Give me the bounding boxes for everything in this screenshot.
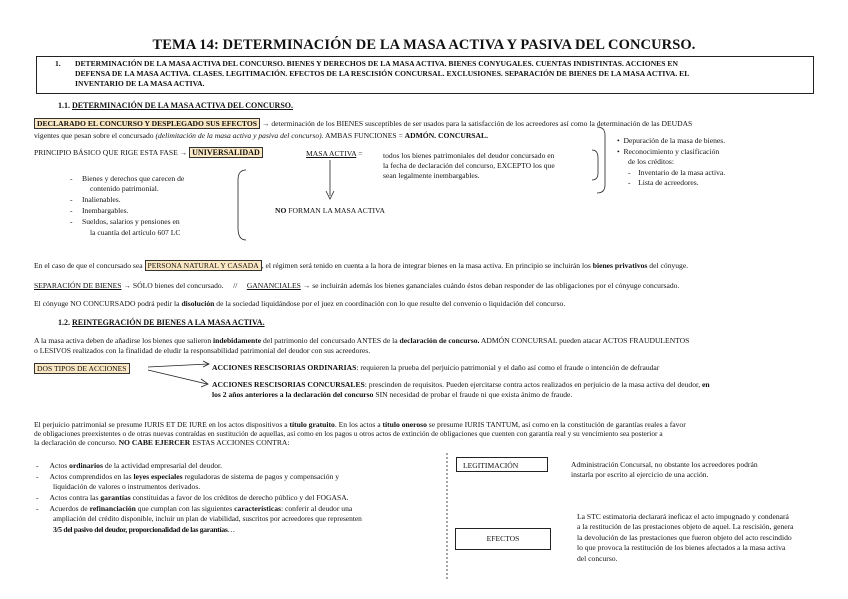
gananciales-label: GANANCIALES [246,281,301,290]
persona-bold: bienes privativos [592,261,648,270]
masa-def-2: la fecha de declaración del concurso, EXCEPTO los que [383,161,555,170]
concursales-line2-rest: SIN necesidad de probar el fraude ni que exista ánimo de fraude. [375,390,573,399]
universalidad-box: UNIVERSALIDAD [189,147,263,158]
persona-c: del cónyuge. [649,261,689,270]
p1-bold2: declaración de concurso. [399,336,480,345]
principio-text: PRINCIPIO BÁSICO QUE RIGE ESTA FASE → [34,148,188,157]
right-sub-1: - Inventario de la masa activa. [628,168,726,177]
efectos-box: EFECTOS [455,528,551,550]
tipos-text: DOS TIPOS DE ACCIONES [34,363,130,374]
legitimacion-text-1: Administración Concursal, no obstante los acreedores podrán [571,460,758,469]
i1-b: de la actividad empresarial del deudor. [104,461,223,470]
right-bullet-2-text: Reconocimiento y clasificación [623,147,720,156]
excl-3-text: Inembargables. [82,206,129,215]
concursales-bold: ACCIONES RESCISORIAS CONCURSALES [212,380,365,389]
p1-c: ADMÓN CONCURSAL pueden atacar ACTOS FRAUDULENTOS [480,336,690,345]
gananciales-text: → se incluirán además los bienes gananciales cuándo éstos deban responder de las obligaciones por el cónyuge concursado. [302,281,680,290]
separator-slashes: // [233,281,238,290]
i2-b: reguladoras de sistema de pagos y compensación y [184,472,340,481]
no-rest: FORMAN LA MASA ACTIVA [288,206,385,215]
ordinarias-rest: : requieren la prueba del perjuicio patrimonial y el daño así como el fraude o intención de defraudar [356,363,660,372]
efectos-text-5: del concurso. [577,554,618,563]
i1-a: Actos [49,461,68,470]
declared-box: DECLARADO EL CONCURSO Y DESPLEGADO SUS EFECTOS [34,118,260,129]
excl-2-text: Inalienables. [82,195,121,204]
excl-4-text: Sueldos, salarios y pensiones en [82,217,180,226]
concursales-bold2: en [702,380,710,389]
i4-c: : conferir al deudor una [280,504,353,513]
ordinarias-bold: ACCIONES RESCISORIAS ORDINARIAS [212,363,357,372]
perj1-a: El perjuicio patrimonial se presume IURIS ET DE IURE en los actos dispositivos a [34,420,288,429]
arrow-ordinarias [148,364,208,367]
arrow-concursales [148,370,207,384]
vigentes-italic: (delimitación de la masa activa y pasiva del concurso). [155,131,324,140]
index-line-3: INVENTARIO DE LA MASA ACTIVA. [75,79,205,88]
right-bullet-2b: de los créditos: [628,157,674,166]
i3-bold: garantías [100,493,131,502]
excluded-item-2: - Actos comprendidos en las leyes especiales reguladoras de sistema de pagos y compensación y [36,472,340,481]
excluded-item-4b: ampliación del crédito disponible, incluir un plan de viabilidad, suscritos por acreedores que representen [53,514,362,523]
i4-b: que cumplan con las siguientes [137,504,233,513]
perj1-bold: título gratuito [289,420,335,429]
no-bold: NO [275,206,287,215]
excl-3: - Inembargables. [70,206,129,215]
vigentes-text: vigentes que pesan sobre el concursado [34,131,154,140]
i3-b: constituidas a favor de los créditos de derecho público y del FOGASA. [132,493,349,502]
ambas-text: AMBAS FUNCIONES = [325,131,403,140]
right-sub-2: - Lista de acreedores. [628,178,699,187]
excluded-item-4: - Acuerdos de refinanciación que cumplan con las siguientes características: conferir al deudor una [36,504,353,513]
efectos-text-4: lo que provoca la restitución de los bienes afectados a la masa activa [577,543,786,552]
i4-line3-rest: … [227,525,236,534]
i2-a: Actos comprendidos en las [49,472,132,481]
excl-1-text: Bienes y derechos que carecen de [82,174,185,183]
p1-a: A la masa activa deben de añadirse los bienes que salieron [34,336,212,345]
right-bullet-1-text: Depuración de la masa de bienes. [623,136,726,145]
ambas-bold: ADMÓN. CONCURSAL. [404,131,488,140]
perj1-bold2: título oneroso [382,420,427,429]
excl-2: - Inalienables. [70,195,121,204]
right-bullet-2: • Reconocimiento y clasificación [617,147,720,156]
perj1-c: se presume IURIS TANTUM, así como en la constitución de garantías reales a favor [428,420,686,429]
perj3-b: ESTAS ACCIONES CONTRA: [192,438,290,447]
index-line-2: DEFENSA DE LA MASA ACTIVA. CLASES. LEGITIMACIÓN. EFECTOS DE LA RESCISIÓN CONCURSAL. EXCLUSIONES. SEPARACIÓN DE BIENES DE LA MASA ACTIVA. EL [75,69,690,78]
efectos-text-2: a la restitución de las prestaciones objeto de aquel. La rescisión, genera [577,522,794,531]
declared-rest: → determinación de los BIENES susceptibles de ser usados para la satisfacción de los acreedores así como la determinación de las DEUDAS [261,119,693,128]
separacion-label: SEPARACIÓN DE BIENES [34,281,122,290]
excluded-item-2b: liquidación de valores o instrumentos derivados. [53,482,201,491]
section-title: DETERMINACIÓN DE LA MASA ACTIVA DEL CONCURSO. [72,101,294,110]
masa-def-1: todos los bienes patrimoniales del deudor concursado en [383,151,555,160]
persona-box: PERSONA NATURAL Y CASADA [145,260,262,271]
index-line-1: DETERMINACIÓN DE LA MASA ACTIVA DEL CONCURSO. BIENES Y DERECHOS DE LA MASA ACTIVA. BIENES CONYUGALES. CUENTAS INDISTINTAS. ACCIONES EN [75,59,678,68]
i4-line3-bold: 3/5 del pasivo del deudor, proporcionalidad de las garantías [53,525,228,534]
p1-bold: indebidamente [213,336,262,345]
efectos-text-1: La STC estimatoria declarará ineficaz el acto impugnado y condenará [577,512,789,521]
excl-4b: la cuantía del artículo 607 LC [90,228,181,237]
p1-b: del patrimonio del concursado ANTES de la [263,336,398,345]
conyuge-b: de la sociedad liquidándose por el juez en coordinación con lo que resulte del convenio o liquidación del concurso. [216,299,566,308]
i4-bold2: características [234,504,281,513]
masa-def-3: sean legalmente inembargables. [383,171,480,180]
conyuge-bold: disolución [181,299,215,308]
i1-bold: ordinarios [69,461,103,470]
right-sub-1-text: Inventario de la masa activa. [638,168,726,177]
page-title: TEMA 14: DETERMINACIÓN DE LA MASA ACTIVA Y PASIVA DEL CONCURSO. [152,37,696,53]
persona-a: En el caso de que el concursado sea [34,261,143,270]
reintegracion-p1-line2: o LESIVOS realizados con la finalidad de eludir la responsabilidad patrimonial del deudor con sus acreedores. [34,346,371,355]
perj3-bold: NO CABE EJERCER [118,438,191,447]
excluded-item-1: - Actos ordinarios de la actividad empresarial del deudor. [36,461,223,470]
masa-activa-text: MASA ACTIVA [306,149,357,158]
persona-b: , el régimen será tenido en cuenta a la hora de integrar bienes en la masa activa. En principio se incluirán los [261,261,591,270]
legitimacion-text-2: instarla por escrito al ejercicio de una acción. [571,470,709,479]
right-bullet-1: • Depuración de la masa de bienes. [617,136,726,145]
right-sub-2-text: Lista de acreedores. [638,178,699,187]
section-number: 1.1. [58,101,70,110]
concursales-line2-bold: los 2 años anteriores a la declaración del concurso [212,390,374,399]
legitimacion-box: LEGITIMACIÓN [456,457,548,472]
excluded-item-3: - Actos contra las garantías constituidas a favor de los créditos de derecho público y del FOGASA. [36,493,349,502]
perjuicio-line2: de obligaciones preexistentes o de otras nuevas contraídas en sustitución de aquellas, así como en los pagos u otros actos de extinción de obligaciones que cuenten con garantía real y su vencimiento sea posterior a [34,429,663,438]
conyuge-a: El cónyuge NO CONCURSADO podrá pedir la [34,299,180,308]
excl-1b: contenido patrimonial. [90,184,159,193]
efectos-text-3: la devolución de las prestaciones que fueron objeto del acto rescindido [577,533,792,542]
concursales-rest: : prescinden de requisitos. Pueden ejercitarse contra actos realizados en perjuicio de la masa activa del deudor, [364,380,701,389]
i2-bold: leyes especiales [133,472,183,481]
excl-brace [238,170,246,240]
excl-4: - Sueldos, salarios y pensiones en [70,217,180,226]
def-brace [592,150,598,180]
section-number: 1.2. [58,318,70,327]
perj3-a: la declaración de concurso. [34,438,117,447]
i4-bold: refinanciación [89,504,136,513]
perj1-b: . En los actos a [334,420,381,429]
excl-1: - Bienes y derechos que carecen de [70,174,185,183]
equals-sign: = [358,149,363,158]
section-title: REINTEGRACIÓN DE BIENES A LA MASA ACTIVA. [72,318,265,327]
index-number: 1. [55,59,61,68]
i3-a: Actos contra las [49,493,99,502]
i4-a: Acuerdos de [49,504,88,513]
separacion-text: → SÓLO bienes del concursado. [123,281,224,290]
